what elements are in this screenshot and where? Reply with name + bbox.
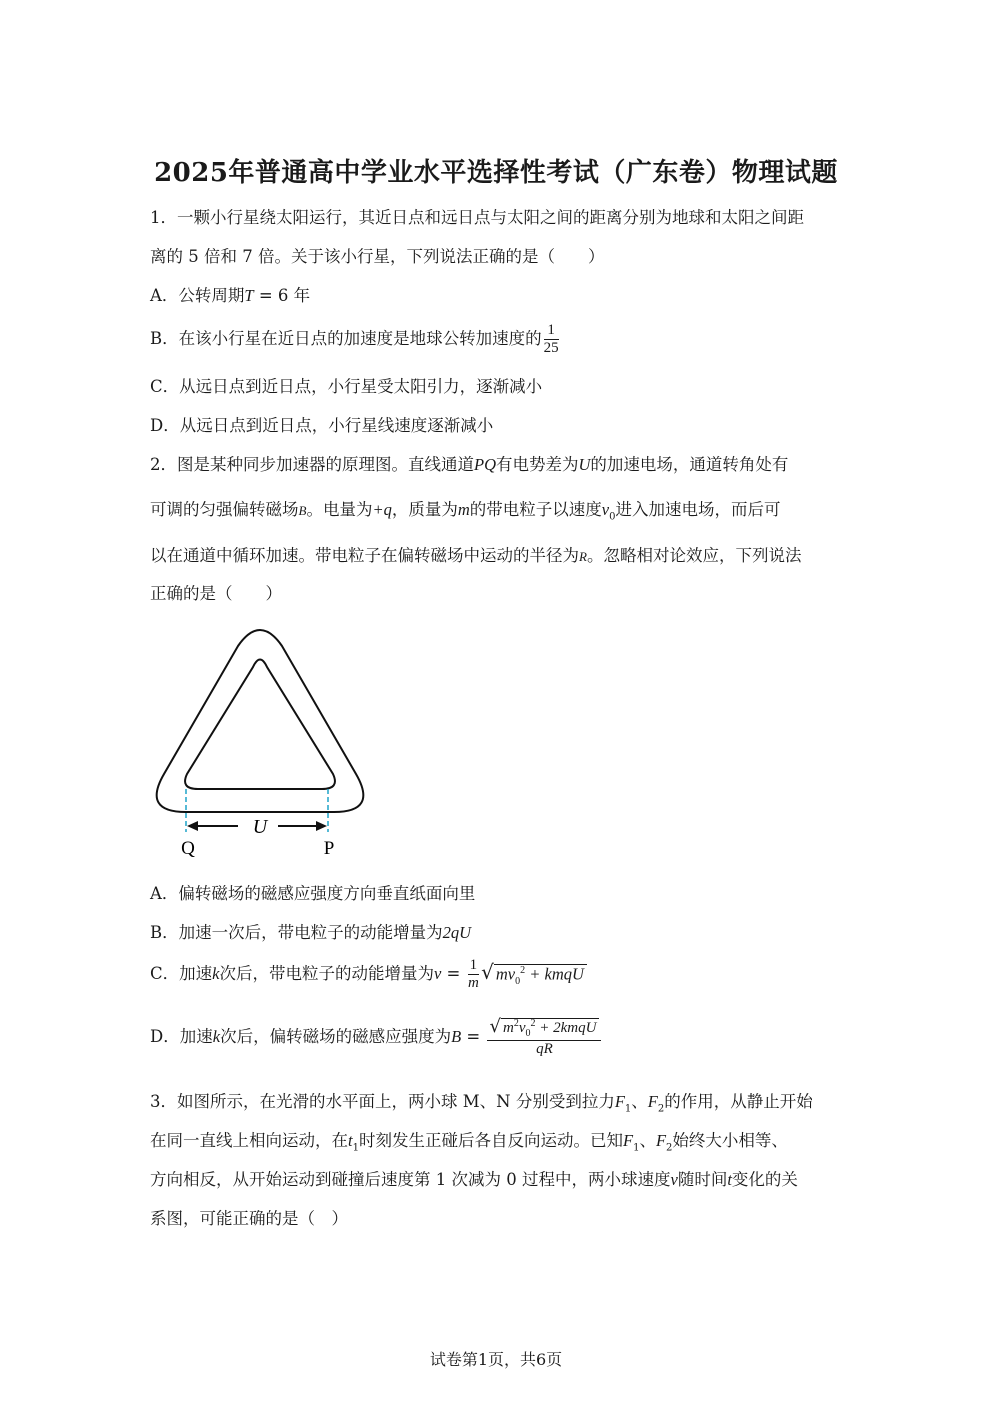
voltage-label: U: [252, 816, 268, 838]
q2-option-d: D．加速k次后，偏转磁场的磁感应强度为B = $\frac{√ m^2v_0^2 + 2kmqU}{qR}$: [150, 1018, 603, 1057]
fraction: $\frac{1}{m}$: [467, 957, 479, 991]
q3-stem-line2: 在同一直线上相向运动，在$t_1$时刻发生正碰后各自反向运动。已知$F_1$、$F_2$始终大小相等、: [150, 1131, 788, 1154]
point-p-label: P: [323, 838, 335, 859]
q3-stem-line1: 3．如图所示，在光滑的水平面上，两小球 M、N 分别受到拉力$F_1$、$F_2$的作用，从静止开始: [150, 1092, 813, 1115]
point-q-label: Q: [181, 838, 195, 859]
q2-stem-line4: 正确的是（ ）: [150, 584, 282, 603]
q2-stem-line3: 以在通道中循环加速。带电粒子在偏转磁场中运动的半径为R。忽略相对论效应，下列说法: [150, 546, 802, 565]
q1-option-b: B．在该小行星在近日点的加速度是地球公转加速度的 $\frac{1}{25}$: [150, 322, 559, 356]
q2-stem-line2: 可调的匀强偏转磁场B。电量为+q，质量为m的带电粒子以速度$v_0$进入加速电场，而后可: [150, 500, 781, 523]
page-footer: 试卷第1页，共6页: [429, 1350, 563, 1369]
q2-option-a: A．偏转磁场的磁感应强度方向垂直纸面向里: [150, 884, 476, 903]
q2-option-c: C．加速k次后，带电粒子的动能增量为v = $\frac{1}{m}$ √ $mv_0^2$ + kmqU: [150, 958, 587, 991]
outer-track: [157, 630, 364, 812]
inner-track: [185, 660, 335, 790]
synchrotron-diagram: [150, 622, 390, 862]
arrow-right-head: [316, 821, 327, 831]
q3-stem-line3: 方向相反，从开始运动到碰撞后速度第 1 次减为 0 过程中，两小球速度v随时间t变化的关: [150, 1170, 798, 1189]
fraction: $\frac{1}{25}$: [543, 322, 559, 356]
q1-option-a: A．公转周期T = 6 年: [150, 286, 311, 305]
radical: $mv_0^2$ + kmqU: [494, 964, 587, 987]
arrow-left-head: [187, 821, 198, 831]
q1-option-d: D．从远日点到近日点，小行星线速度逐渐减小: [150, 416, 494, 435]
q2-stem-line1: 2．图是某种同步加速器的原理图。直线通道PQ有电势差为U的加速电场，通道转角处有: [150, 455, 789, 474]
q1-stem-line1: 1．一颗小行星绕太阳运行，其近日点和远日点与太阳之间的距离分别为地球和太阳之间距: [150, 208, 804, 227]
q2-option-b: B．加速一次后，带电粒子的动能增量为2qU: [150, 923, 472, 942]
q1-option-c: C．从远日点到近日点，小行星受太阳引力，逐渐减小: [150, 377, 543, 396]
page-title: 2025年普通高中学业水平选择性考试（广东卷）物理试题: [154, 158, 838, 188]
fraction: $\frac{√ m^2v_0^2 + 2kmqU}{qR}$: [487, 1018, 601, 1057]
q3-stem-line4: 系图，可能正确的是（ ）: [150, 1209, 348, 1228]
q1-stem-line2: 离的 5 倍和 7 倍。关于该小行星，下列说法正确的是（ ）: [150, 247, 605, 266]
